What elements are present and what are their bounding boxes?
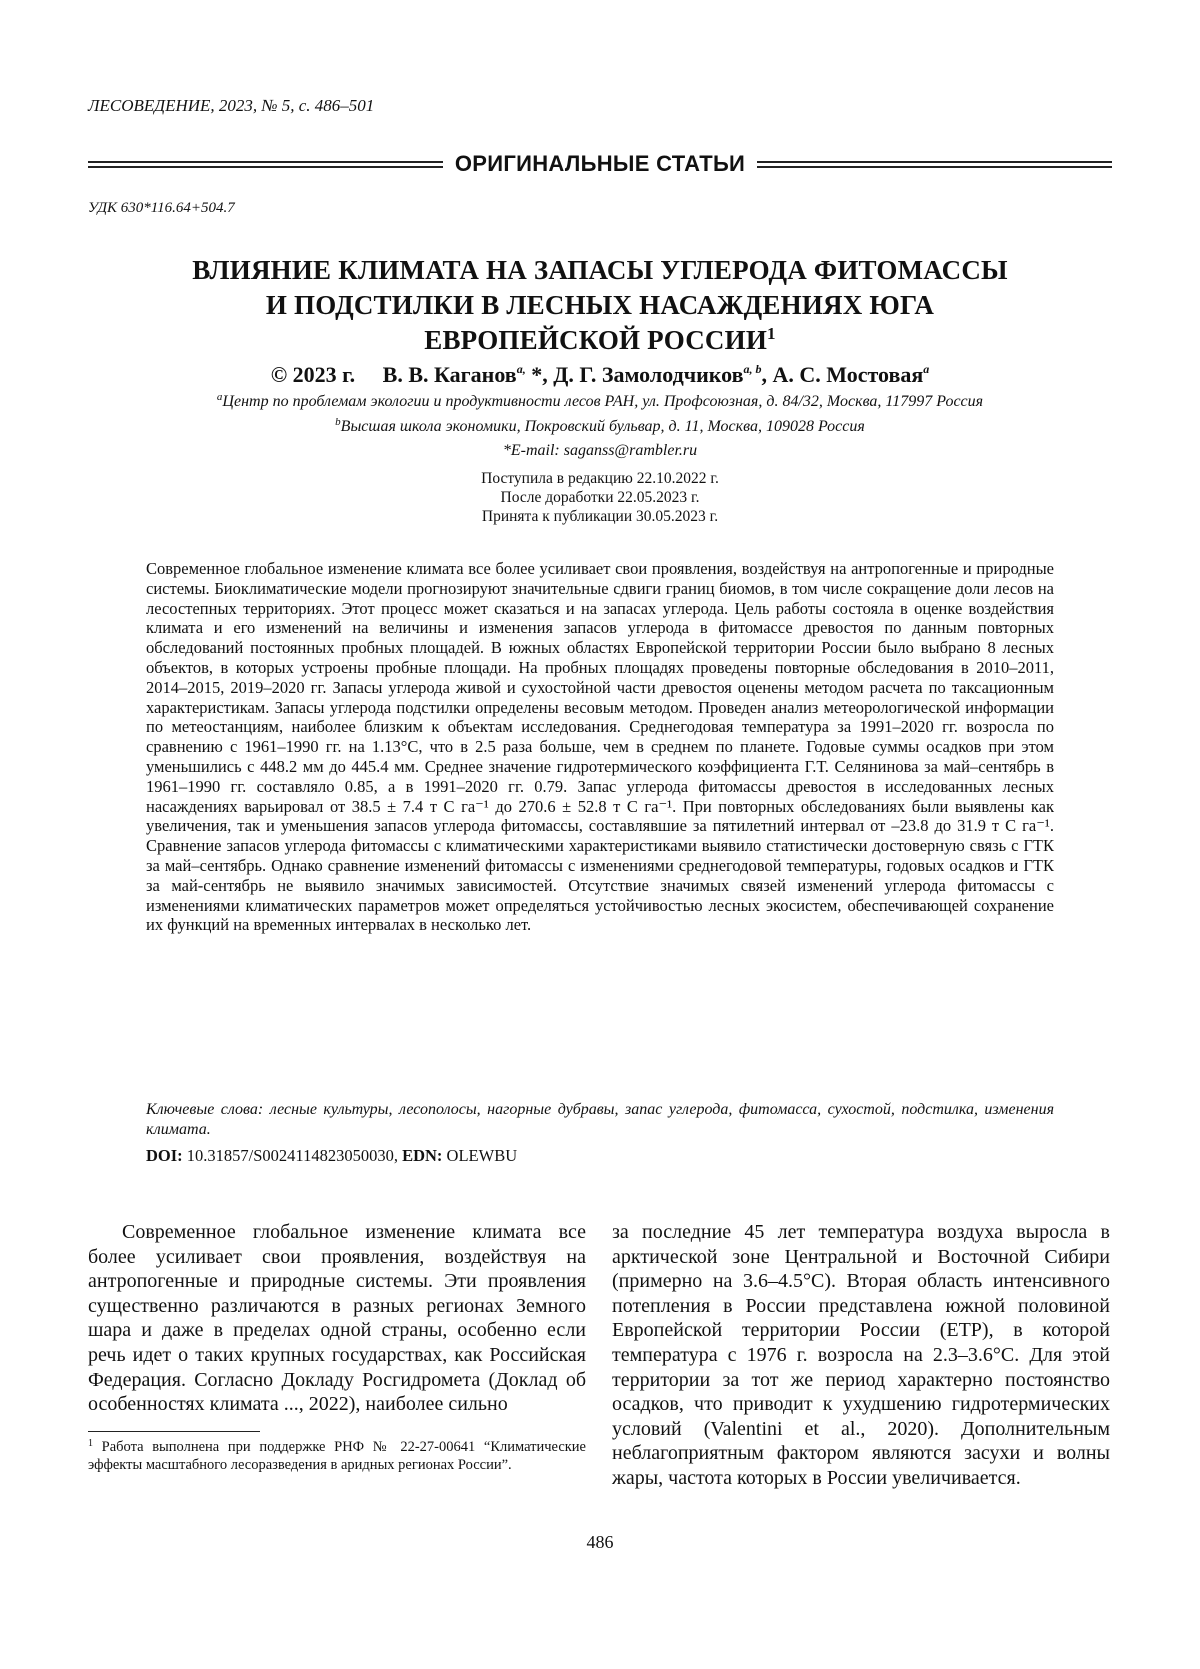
journal-reference: ЛЕСОВЕДЕНИЕ, 2023, № 5, с. 486–501 xyxy=(88,96,375,115)
section-header xyxy=(88,149,1112,179)
title-line-2: И ПОДСТИЛКИ В ЛЕСНЫХ НАСАЖДЕНИЯХ ЮГА xyxy=(265,290,935,320)
author-3-affil: a xyxy=(923,362,930,376)
doi-label: DOI: xyxy=(146,1146,183,1165)
author-2: Д. Г. Замолодчиков xyxy=(553,362,744,387)
title-line-3 xyxy=(88,323,1112,358)
section-rule-left xyxy=(88,161,443,168)
author-2-sep: , xyxy=(761,362,767,387)
page-number: 486 xyxy=(586,1532,614,1552)
section-title: ОРИГИНАЛЬНЫЕ СТАТЬИ xyxy=(454,151,746,176)
author-1-affil: a, xyxy=(516,362,526,376)
keywords: Ключевые слова: лесные культуры, лесополосы, нагорные дубравы, запас углерода, фитомасса, сухостой, подстилка, изменения климата. xyxy=(146,1101,1054,1138)
edn-value: OLEWBU xyxy=(442,1146,518,1165)
affiliation-a-mark: a xyxy=(216,391,223,403)
author-3: А. С. Мостовая xyxy=(772,362,924,387)
affiliation-a xyxy=(88,393,1112,411)
doi-line xyxy=(146,1146,1054,1166)
udc-code: УДК 630*116.64+504.7 xyxy=(88,200,235,216)
author-1-star: *, xyxy=(525,362,548,387)
title-footnote-mark[interactable]: 1 xyxy=(767,324,776,343)
footnote-mark: 1 xyxy=(88,1438,93,1449)
footnote xyxy=(88,1438,586,1474)
section-rule-right xyxy=(757,161,1112,168)
body-column-right: за последние 45 лет температура воздуха выросла в арктической зоне Центральной и Восточной Сибири (примерно на 3.6–4.5°С). Вторая область интенсивного потепления в России представлена южной половиной Европейской территории России (ЕТР), в которой температура с 1976 г. возросла на 2.3–3.6°С. Для этой территории за тот же период характерно постоянство осадков, что приводит к ухудшению гидротермических условий (Valentini et al., 2020). Дополнительным неблагоприятным фактором являются засухи и волны жары, частота которых в России увеличивается. xyxy=(612,1221,1110,1489)
title-line-3-text: ЕВРОПЕЙСКОЙ РОССИИ xyxy=(424,325,768,355)
copyright-year: © 2023 г. xyxy=(270,362,356,387)
doi-value[interactable]: 10.31857/S0024114823050030, xyxy=(182,1146,403,1165)
author-line xyxy=(88,362,1112,388)
author-email[interactable]: *E-mail: saganss@rambler.ru xyxy=(502,442,698,459)
title-line-1: ВЛИЯНИЕ КЛИМАТА НА ЗАПАСЫ УГЛЕРОДА ФИТОМАССЫ xyxy=(192,255,1008,285)
date-accepted: Принята к публикации 30.05.2023 г. xyxy=(481,508,719,525)
article-title xyxy=(88,253,1112,358)
author-2-affil: a, b xyxy=(743,362,762,376)
abstract: Современное глобальное изменение климата все более усиливает свои проявления, воздействуя на антропогенные и природные системы. Биоклиматические модели прогнозируют значительные сдвиги границ биомов, в том числе сокращение доли лесов на лесостепных территориях. Этот процесс может сказаться и на запасах углерода. Цель работы состояла в оценке воздействия климата и его изменений на величины и изменения запасов углерода в фитомассе древостоя по данным повторных обследований постоянных пробных площадей. В южных областях Европейской территории России было выбрано 8 лесных объектов, в которых устроены пробные площади. На пробных площадях проведены повторные обследования в 2010–2011, 2014–2015, 2019–2020 гг. Запасы углерода живой и сухостойной части древостоя оценены методом расчета по таксационным характеристикам. Запасы углерода подстилки определены весовым методом. Проведен анализ метеорологической информации по метеостанциям, наиболее близким к объектам исследования. Среднегодовая температура за 1991–2020 гг. возросла по сравнению с 1961–1990 гг. на 1.13°С, что в 2.5 раза больше, чем в среднем по планете. Годовые суммы осадков при этом уменьшились с 448.2 мм до 445.4 мм. Среднее значение гидротермического коэффициента Г.Т. Селянинова за май–сентябрь в 1961–1990 гг. составляло 0.85, а в 1991–2020 гг. 0.79. Запас углерода фитомассы древостоя в исследованных лесных насаждениях варьировал от 38.5 ± 7.4 т С га⁻¹ до 270.6 ± 52.8 т С га⁻¹. При повторных обследованиях были выявлены как увеличения, так и уменьшения запасов углерода фитомассы, составлявшие за пятилетний интервал от –23.8 до 31.9 т С га⁻¹. Сравнение запасов углерода фитомассы с климатическими характеристиками выявило статистически достоверную связь с ГТК за май–сентябрь. Однако сравнение изменений фитомассы с изменениями среднегодовой температуры, годовых осадков и ГТК за май-сентябрь не выявило значимых зависимостей. Отсутствие значимых связей изменений углерода фитомассы с изменениями климатических параметров может определяться устойчивостью лесных экосистем, обеспечивающей сохранение их функций на временных интервалах в несколько лет. xyxy=(146,559,1054,935)
affiliation-b-mark: b xyxy=(335,416,341,428)
footnote-rule xyxy=(88,1431,260,1432)
article-dates xyxy=(88,469,1112,526)
affiliation-a-text: Центр по проблемам экологии и продуктивности лесов РАН, ул. Профсоюзная, д. 84/32, Москва, 117997 Россия xyxy=(222,393,984,410)
author-1: В. В. Каганов xyxy=(382,362,517,387)
body-column-left: Современное глобальное изменение климата все более усиливает свои проявления, воздействуя на антропогенные и природные системы. Эти проявления существенно различаются в разных регионах Земного шара и даже в пределах одной страны, особенно если речь идет о таких крупных государствах, как Российская Федерация. Согласно Докладу Росгидромета (Доклад об особенностях климата ..., 2022), наиболее сильно xyxy=(88,1221,586,1416)
edn-label: EDN: xyxy=(402,1146,443,1165)
affiliation-b xyxy=(88,418,1112,436)
date-received: Поступила в редакцию 22.10.2022 г. xyxy=(481,470,719,487)
footnote-text: Работа выполнена при поддержке РНФ № 22-27-00641 “Климатические эффекты масштабного лесоразведения в аридных регионах России”. xyxy=(88,1439,586,1473)
date-revised: После доработки 22.05.2023 г. xyxy=(500,489,700,506)
affiliation-b-text: Высшая школа экономики, Покровский бульвар, д. 11, Москва, 109028 Россия xyxy=(340,418,865,435)
